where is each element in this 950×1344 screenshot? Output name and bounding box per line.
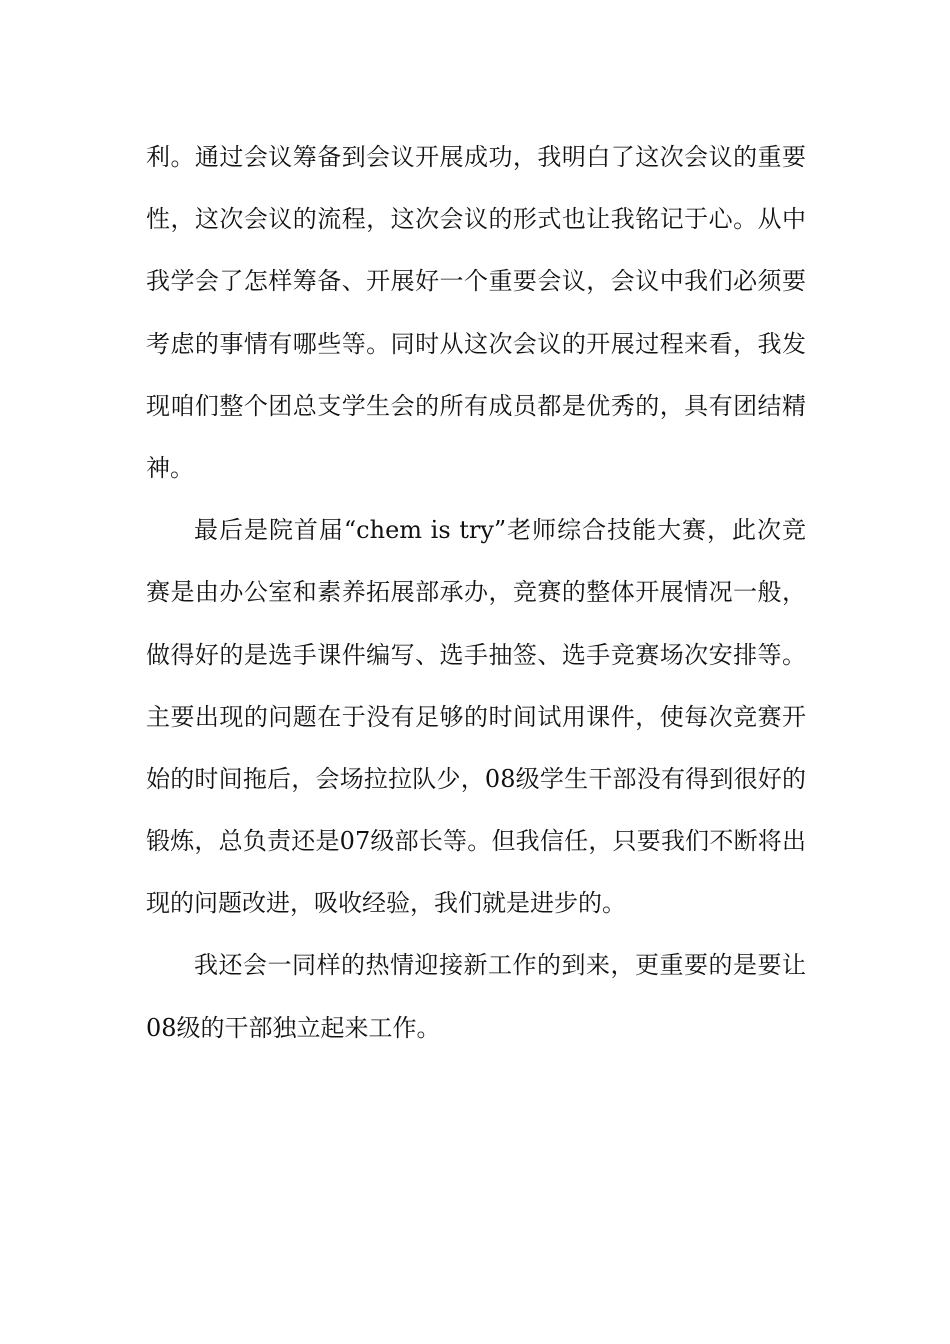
text-line: 始的时间拖后，会场拉拉队少，08级学生干部没有得到很好的 (146, 764, 806, 793)
body-text (146, 126, 806, 1059)
text-line: 08级的干部独立起来工作。 (146, 1013, 441, 1042)
text-line: 做得好的是选手课件编写、选手抽签、选手竞赛场次安排等。 (146, 640, 806, 669)
text-line: 最后是院首届“chem is try”老师综合技能大赛，此次竞 (194, 516, 806, 545)
text-line: 利。通过会议筹备到会议开展成功，我明白了这次会议的重要 (146, 143, 806, 171)
text-line: 我学会了怎样筹备、开展好一个重要会议，会议中我们必须要 (146, 267, 806, 296)
text-line: 赛是由办公室和素养拓展部承办，竞赛的整体开展情况一般， (146, 578, 806, 607)
text-line: 性，这次会议的流程，这次会议的形式也让我铭记于心。从中 (146, 205, 806, 234)
text-line: 神。 (146, 453, 194, 482)
text-line: 现的问题改进，吸收经验，我们就是进步的。 (146, 889, 626, 918)
text-line: 我还会一同样的热情迎接新工作的到来，更重要的是要让 (194, 951, 806, 980)
text-line: 主要出现的问题在于没有足够的时间试用课件，使每次竞赛开 (146, 702, 806, 731)
text-line: 锻炼，总负责还是07级部长等。但我信任，只要我们不断将出 (146, 827, 806, 856)
text-line: 现咱们整个团总支学生会的所有成员都是优秀的，具有团结精 (146, 391, 806, 420)
text-line: 考虑的事情有哪些等。同时从这次会议的开展过程来看，我发 (146, 329, 806, 358)
